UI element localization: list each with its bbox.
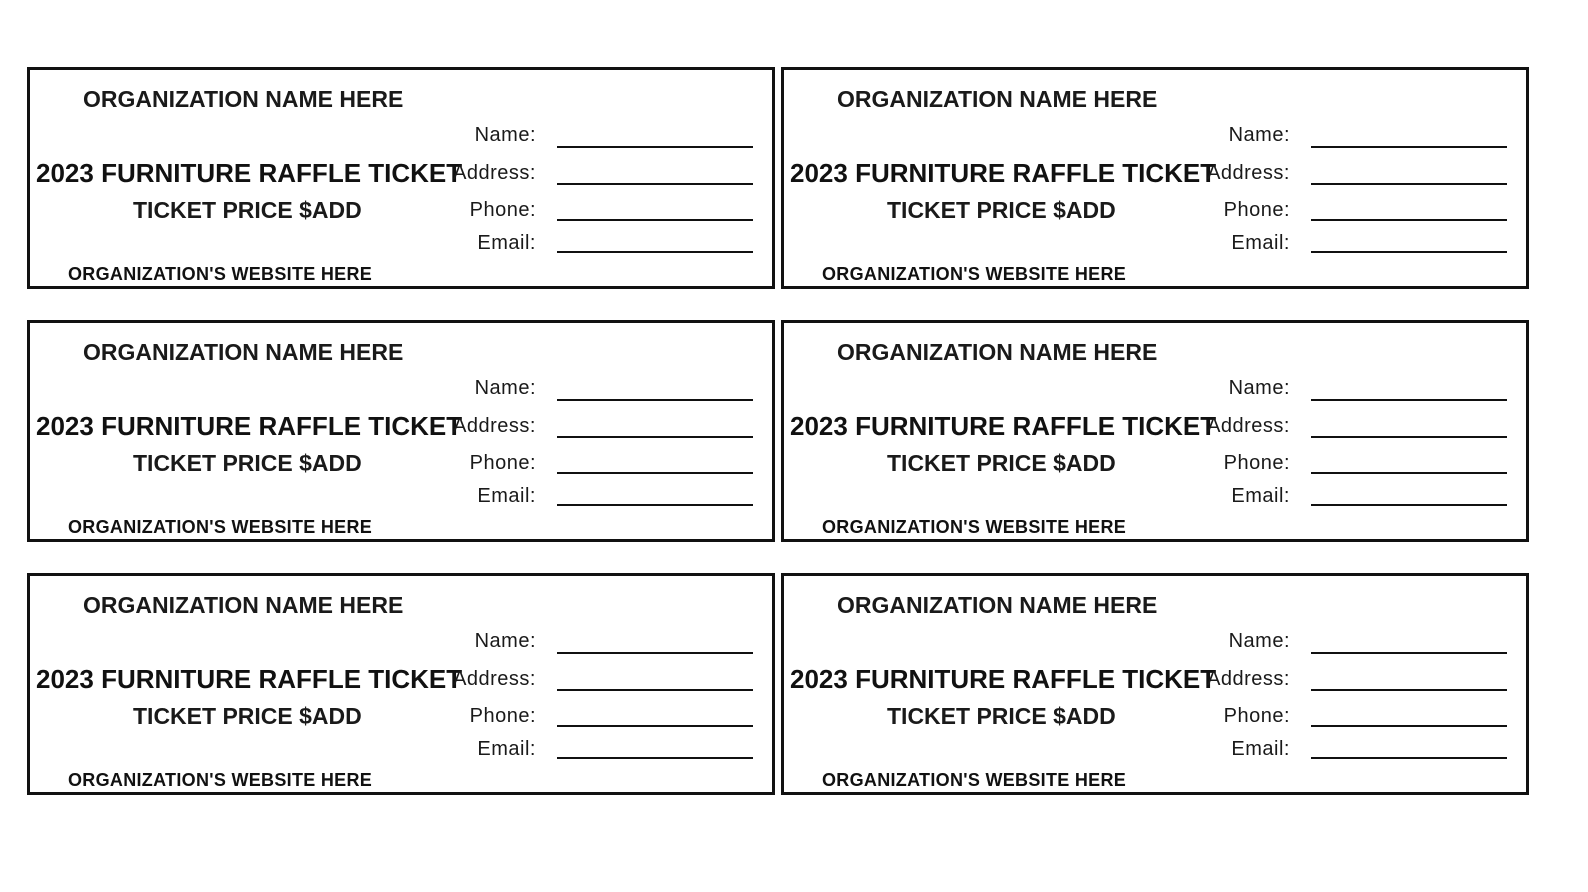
name-label: Name: [474, 630, 536, 652]
email-blank-line[interactable] [1311, 757, 1507, 759]
phone-blank-line[interactable] [557, 472, 753, 474]
organization-name: ORGANIZATION NAME HERE [83, 339, 404, 365]
email-label: Email: [1231, 738, 1290, 760]
ticket-price: TICKET PRICE $ADD [887, 197, 1116, 223]
ticket-title: 2023 FURNITURE RAFFLE TICKET [36, 411, 463, 441]
address-label: Address: [1207, 162, 1290, 184]
phone-label: Phone: [1223, 452, 1290, 474]
email-blank-line[interactable] [1311, 504, 1507, 506]
raffle-ticket [27, 320, 775, 542]
address-blank-line[interactable] [557, 689, 753, 691]
raffle-ticket [781, 320, 1529, 542]
ticket-title: 2023 FURNITURE RAFFLE TICKET [36, 158, 463, 188]
organization-website: ORGANIZATION'S WEBSITE HERE [822, 770, 1127, 790]
phone-blank-line[interactable] [557, 725, 753, 727]
phone-label: Phone: [1223, 705, 1290, 727]
phone-blank-line[interactable] [557, 219, 753, 221]
name-blank-line[interactable] [1311, 146, 1507, 148]
ticket-title: 2023 FURNITURE RAFFLE TICKET [790, 158, 1217, 188]
ticket-title: 2023 FURNITURE RAFFLE TICKET [790, 411, 1217, 441]
address-blank-line[interactable] [1311, 183, 1507, 185]
organization-name: ORGANIZATION NAME HERE [83, 592, 404, 618]
organization-website: ORGANIZATION'S WEBSITE HERE [68, 264, 373, 284]
organization-website: ORGANIZATION'S WEBSITE HERE [822, 264, 1127, 284]
name-blank-line[interactable] [557, 146, 753, 148]
address-label: Address: [1207, 668, 1290, 690]
organization-website: ORGANIZATION'S WEBSITE HERE [822, 517, 1127, 537]
email-label: Email: [477, 485, 536, 507]
address-blank-line[interactable] [1311, 436, 1507, 438]
raffle-ticket [27, 67, 775, 289]
name-label: Name: [1228, 377, 1290, 399]
email-label: Email: [1231, 232, 1290, 254]
address-blank-line[interactable] [1311, 689, 1507, 691]
phone-blank-line[interactable] [1311, 219, 1507, 221]
raffle-ticket [27, 573, 775, 795]
ticket-title: 2023 FURNITURE RAFFLE TICKET [790, 664, 1217, 694]
address-blank-line[interactable] [557, 183, 753, 185]
organization-name: ORGANIZATION NAME HERE [837, 592, 1158, 618]
phone-blank-line[interactable] [1311, 472, 1507, 474]
phone-blank-line[interactable] [1311, 725, 1507, 727]
organization-name: ORGANIZATION NAME HERE [83, 86, 404, 112]
ticket-price: TICKET PRICE $ADD [887, 703, 1116, 729]
address-label: Address: [453, 668, 536, 690]
organization-website: ORGANIZATION'S WEBSITE HERE [68, 517, 373, 537]
email-blank-line[interactable] [1311, 251, 1507, 253]
name-label: Name: [1228, 630, 1290, 652]
name-label: Name: [474, 377, 536, 399]
address-label: Address: [1207, 415, 1290, 437]
organization-name: ORGANIZATION NAME HERE [837, 339, 1158, 365]
name-blank-line[interactable] [1311, 652, 1507, 654]
email-blank-line[interactable] [557, 504, 753, 506]
organization-website: ORGANIZATION'S WEBSITE HERE [68, 770, 373, 790]
email-blank-line[interactable] [557, 757, 753, 759]
address-label: Address: [453, 162, 536, 184]
phone-label: Phone: [469, 705, 536, 727]
ticket-price: TICKET PRICE $ADD [133, 703, 362, 729]
organization-name: ORGANIZATION NAME HERE [837, 86, 1158, 112]
ticket-price: TICKET PRICE $ADD [133, 450, 362, 476]
raffle-ticket [781, 573, 1529, 795]
email-label: Email: [477, 738, 536, 760]
phone-label: Phone: [1223, 199, 1290, 221]
phone-label: Phone: [469, 199, 536, 221]
email-label: Email: [1231, 485, 1290, 507]
ticket-price: TICKET PRICE $ADD [887, 450, 1116, 476]
phone-label: Phone: [469, 452, 536, 474]
ticket-price: TICKET PRICE $ADD [133, 197, 362, 223]
name-label: Name: [474, 124, 536, 146]
address-blank-line[interactable] [557, 436, 753, 438]
name-blank-line[interactable] [557, 399, 753, 401]
name-blank-line[interactable] [1311, 399, 1507, 401]
raffle-ticket [781, 67, 1529, 289]
name-label: Name: [1228, 124, 1290, 146]
ticket-title: 2023 FURNITURE RAFFLE TICKET [36, 664, 463, 694]
email-label: Email: [477, 232, 536, 254]
name-blank-line[interactable] [557, 652, 753, 654]
address-label: Address: [453, 415, 536, 437]
email-blank-line[interactable] [557, 251, 753, 253]
